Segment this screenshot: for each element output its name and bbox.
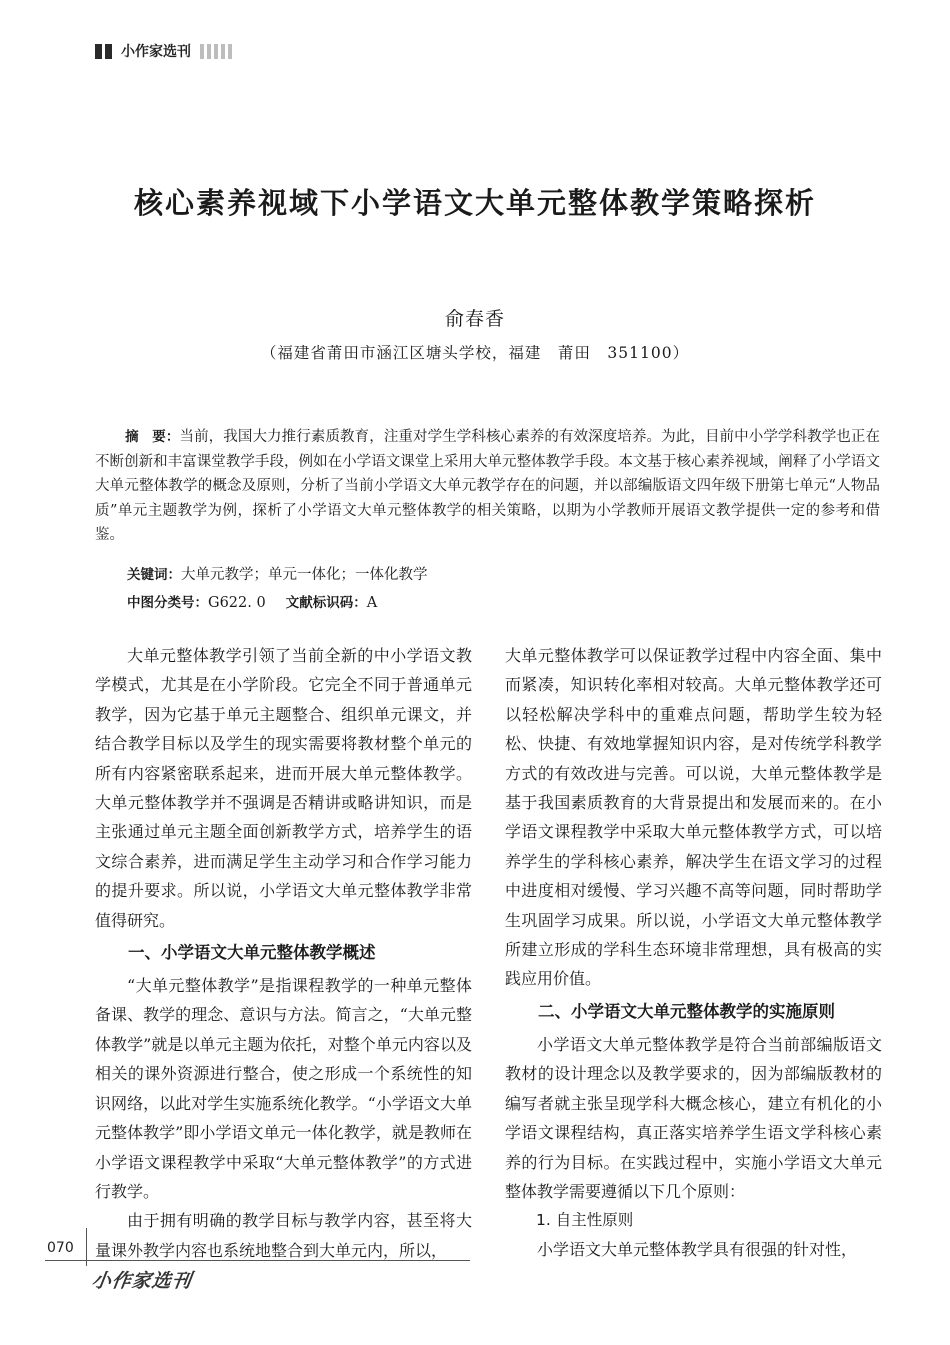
- header-mark-icon: [95, 44, 102, 59]
- keywords-text: 大单元教学；单元一体化；一体化教学: [181, 567, 428, 583]
- subsection-heading: 1. 自主性原则: [536, 1211, 634, 1230]
- header-bar-icon: [200, 44, 204, 59]
- paragraph: 小学语文大单元整体教学具有很强的针对性，: [537, 1240, 858, 1260]
- header-mark-icon: [105, 44, 112, 59]
- page-number: 070: [47, 1240, 74, 1256]
- keywords-label: 关键词：: [127, 567, 181, 583]
- author: 俞春香: [444, 308, 505, 330]
- clc-label: 中图分类号：: [127, 595, 208, 611]
- paragraph: “大单元整体教学”是指课程教学的一种单元整体备课、教学的理念、意识与方法。简言之，“大单元整体教学”就是以单元主题为依托，对整个单元内容以及相关的课外资源进行整合，使之形成一个系统性的知识网络，以此对学生实施系统化教学。“小学语文大单元整体教学”即小学语文单元一体化教学，就是教师在小学语文课程教学中采取“大单元整体教学”的方式进行教学。: [95, 976, 472, 1201]
- header-bar-icon: [221, 44, 225, 59]
- article-title: 核心素养视域下小学语文大单元整体教学策略探析: [133, 186, 816, 220]
- abstract: [95, 425, 880, 548]
- footer-logo: 小作家选刊: [90, 1270, 194, 1292]
- running-header: [95, 40, 235, 62]
- keywords: [127, 563, 428, 584]
- clc-value: G622. 0: [208, 595, 266, 611]
- header-bar-icon: [207, 44, 211, 59]
- section-heading: 二、小学语文大单元整体教学的实施原则: [538, 1001, 835, 1021]
- header-bar-icon: [214, 44, 218, 59]
- paragraph: 小学语文大单元整体教学是符合当前部编版语文教材的设计理念以及教学要求的，因为部编版教材的编写者就主张呈现学科大概念核心，建立有机化的小学语文课程结构，真正落实培养学生语文学科核心素养的行为目标。在实践过程中，实施小学语文大单元整体教学需要遵循以下几个原则：: [505, 1034, 882, 1201]
- paragraph: 由于拥有明确的教学目标与教学内容，甚至将大量课外教学内容也系统地整合到大单元内，所以，: [95, 1211, 472, 1260]
- journal-name: 小作家选刊: [121, 44, 191, 60]
- body-column-left: [95, 641, 472, 1265]
- footer-rule: [45, 1260, 470, 1261]
- doc-code-label: 文献标识码：: [285, 595, 367, 611]
- doc-code-value: A: [366, 595, 378, 611]
- affiliation: （福建省莆田市涵江区塘头学校，福建 莆田 351100）: [260, 344, 690, 362]
- body-column-right: [505, 641, 882, 1265]
- classification: [127, 591, 377, 611]
- section-heading: 一、小学语文大单元整体教学概述: [128, 943, 376, 963]
- paragraph: 大单元整体教学可以保证教学过程中内容全面、集中而紧凑，知识转化率相对较高。大单元整体教学还可以轻松解决学科中的重难点问题，帮助学生较为轻松、快捷、有效地掌握知识内容，是对传统学科教学方式的有效改进与完善。可以说，大单元整体教学是基于我国素质教育的大背景提出和发展而来的。在小学语文课程教学中采取大单元整体教学方式，可以培养学生的学科核心素养，解决学生在语文学习的过程中进度相对缓慢、学习兴趣不高等问题，同时帮助学生巩固学习成果。所以说，小学语文大单元整体教学所建立形成的学科生态环境非常理想，具有极高的实践应用价值。: [505, 646, 882, 989]
- paragraph: 大单元整体教学引领了当前全新的中小学语文教学模式，尤其是在小学阶段。它完全不同于普通单元教学，因为它基于单元主题整合、组织单元课文，并结合教学目标以及学生的现实需要将教材整个单元的所有内容紧密联系起来，进而开展大单元整体教学。大单元整体教学并不强调是否精讲或略讲知识，而是主张通过单元主题全面创新教学方式，培养学生的语文综合素养，进而满足学生主动学习和合作学习能力的提升要求。所以说，小学语文大单元整体教学非常值得研究。: [95, 646, 472, 930]
- header-bar-icon: [228, 44, 232, 59]
- abstract-text: 当前，我国大力推行素质教育，注重对学生学科核心素养的有效深度培养。为此，目前中小学学科教学也正在不断创新和丰富课堂教学手段，例如在小学语文课堂上采用大单元整体教学手段。本文基于核心素养视域，阐释了小学语文大单元整体教学的概念及原则，分析了当前小学语文大单元教学存在的问题，并以部编版语文四年级下册第七单元“人物品质”单元主题教学为例，探析了小学语文大单元整体教学的相关策略，以期为小学教师开展语文教学提供一定的参考和借鉴。: [95, 429, 880, 543]
- abstract-label: 摘 要：: [125, 429, 180, 445]
